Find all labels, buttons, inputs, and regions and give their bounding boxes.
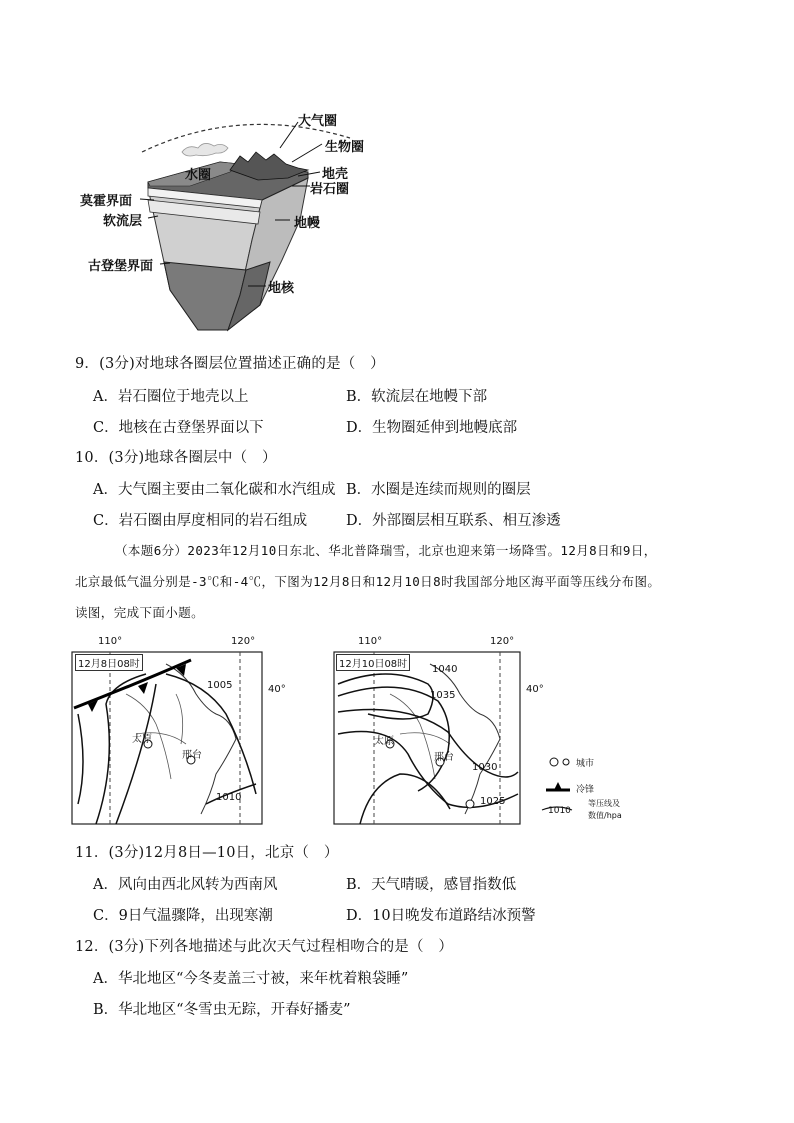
legend-city-label: 城市 <box>576 759 595 769</box>
map1-isobar-1010: 1010 <box>216 792 242 803</box>
label-lithosphere: 岩石圈 <box>310 182 350 197</box>
map2-lat-40: 40° <box>526 684 544 695</box>
isobar-map-dec8 <box>66 634 306 830</box>
map2-isobar-1030: 1030 <box>472 762 498 773</box>
question-9-stem: 9．(3分)对地球各圈层位置描述正确的是（ ） <box>75 356 385 372</box>
map1-isobar-1005: 1005 <box>207 680 233 691</box>
map2-lon-120: 120° <box>490 636 515 647</box>
legend-front-label: 冷锋 <box>576 785 595 795</box>
map1-city-taiyuan: 太原 <box>132 734 152 745</box>
legend-front-triangle <box>554 782 562 790</box>
label-mantle: 地幔 <box>294 216 321 231</box>
intro-line-2: 北京最低气温分别是-3℃和-4℃，下图为12月8日和12月10日8时我国部分地区海平面等压线分布图。 <box>75 574 661 589</box>
label-gutenberg: 古登堡界面 <box>88 259 154 274</box>
label-core: 地核 <box>268 281 295 296</box>
q11-option-d[interactable]: D．10日晚发布道路结冰预警 <box>346 908 536 924</box>
legend-isobar-value: 1010 <box>548 806 571 816</box>
map2-isobar-1035: 1035 <box>430 690 456 701</box>
legend-city-icon <box>550 758 558 766</box>
map1-city-xingtai: 邢台 <box>182 750 202 761</box>
leader-line <box>292 144 322 162</box>
legend-city-icon <box>563 759 569 765</box>
label-hydrosphere: 水圈 <box>185 168 212 183</box>
q10-option-a[interactable]: A．大气圈主要由二氧化碳和水汽组成 <box>93 482 336 498</box>
label-asthenosphere: 软流层 <box>103 214 143 229</box>
q10-option-b[interactable]: B．水圈是连续而规则的圈层 <box>346 482 531 498</box>
q10-option-d[interactable]: D．外部圈层相互联系、相互渗透 <box>346 513 561 529</box>
leader-line <box>280 122 298 148</box>
map1-lon-110: 110° <box>98 636 123 647</box>
legend-isobar-label-2: 数值/hpa <box>588 811 622 820</box>
q9-option-d[interactable]: D．生物圈延伸到地幔底部 <box>346 420 518 436</box>
legend-isobar-label-1: 等压线及 <box>588 799 620 808</box>
map2-lon-110: 110° <box>358 636 383 647</box>
q12-option-a[interactable]: A．华北地区“今冬麦盖三寸被，来年枕着粮袋睡” <box>93 971 409 987</box>
label-biosphere: 生物圈 <box>325 140 365 155</box>
label-crust: 地壳 <box>322 167 349 182</box>
map1-lat-40: 40° <box>268 684 286 695</box>
map-legend <box>540 752 650 832</box>
map1-lon-120: 120° <box>231 636 256 647</box>
q9-option-c[interactable]: C．地核在古登堡界面以下 <box>93 420 264 436</box>
map1-date: 12月8日08时 <box>75 654 143 671</box>
map2-isobar-1025: 1025 <box>480 796 506 807</box>
map2-date: 12月10日08时 <box>336 654 410 671</box>
isobar-map-dec10 <box>330 634 555 830</box>
q9-option-b[interactable]: B．软流层在地幔下部 <box>346 389 488 405</box>
map2-city-taiyuan: 太原 <box>374 736 394 747</box>
earth-layers-diagram <box>70 100 400 340</box>
intro-line-3: 读图，完成下面小题。 <box>75 605 205 620</box>
map2-city-xingtai: 邢台 <box>434 752 454 763</box>
q11-option-c[interactable]: C．9日气温骤降，出现寒潮 <box>93 908 273 924</box>
q11-option-a[interactable]: A．风向由西北风转为西南风 <box>93 877 278 893</box>
map2-isobar-1040: 1040 <box>432 664 458 675</box>
question-11-stem: 11．(3分)12月8日—10日，北京（ ） <box>75 845 339 861</box>
label-moho: 莫霍界面 <box>80 194 133 209</box>
cloud-icon <box>182 143 228 156</box>
q12-option-b[interactable]: B．华北地区“冬雪虫无踪，开春好播麦” <box>93 1002 351 1018</box>
intro-line-1: （本题6分）2023年12月10日东北、华北普降瑞雪，北京也迎来第一场降雪。12月8日和9日， <box>115 543 657 558</box>
label-atmosphere: 大气圈 <box>298 114 338 129</box>
q10-option-c[interactable]: C．岩石圈由厚度相同的岩石组成 <box>93 513 308 529</box>
q11-option-b[interactable]: B．天气晴暖，感冒指数低 <box>346 877 517 893</box>
question-10-stem: 10．(3分)地球各圈层中（ ） <box>75 450 277 466</box>
question-12-stem: 12．(3分)下列各地描述与此次天气过程相吻合的是（ ） <box>75 939 454 955</box>
city-marker <box>466 800 474 808</box>
q9-option-a[interactable]: A．岩石圈位于地壳以上 <box>93 389 249 405</box>
